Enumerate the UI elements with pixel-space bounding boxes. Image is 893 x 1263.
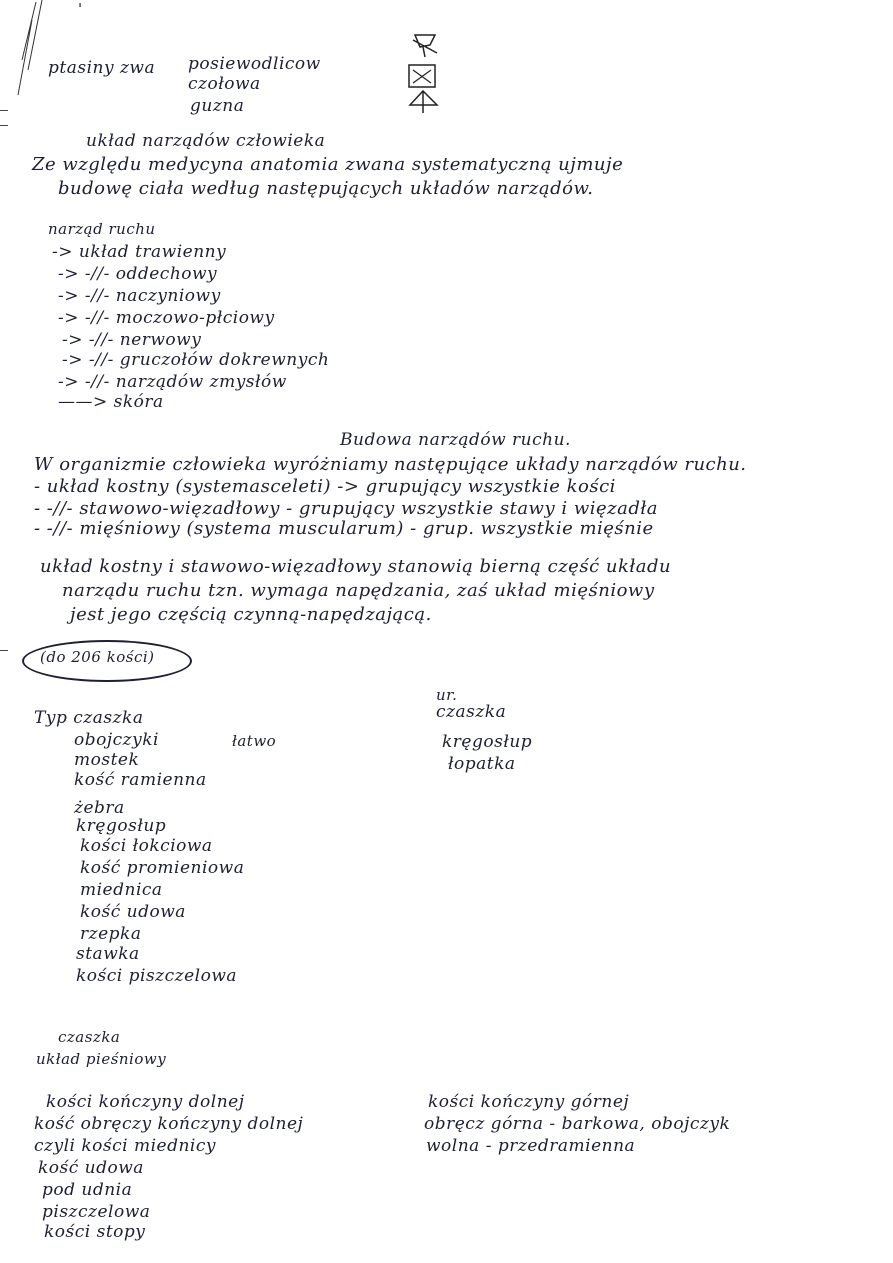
lower-limb-item: piszczelowa: [42, 1202, 151, 1222]
bottom-left-top: czaszka: [58, 1028, 121, 1046]
bone-item: stawka: [76, 944, 140, 964]
section1-item: guzna: [190, 96, 245, 116]
bone-item: rzepka: [80, 924, 142, 944]
movement-line: - układ kostny (systemasceleti) -> grupujący wszystkie kości: [34, 476, 616, 497]
lower-limb-item: kości kończyny dolnej: [46, 1092, 245, 1112]
bone-item: kręgosłup: [76, 816, 167, 836]
movement-title: Budowa narządów ruchu.: [340, 430, 571, 450]
bone-item: kość promieniowa: [80, 858, 245, 878]
bone-item: kości łokciowa: [80, 836, 213, 856]
system-item: -> -//- narządów zmysłów: [58, 372, 287, 392]
upper-limb-item: kości kończyny górnej: [428, 1092, 630, 1112]
upper-limb-item: wolna - przedramienna: [426, 1136, 636, 1156]
lower-limb-item: pod udnia: [42, 1180, 133, 1200]
system-item: -> -//- nerwowy: [62, 330, 202, 350]
section1-heading: ptasiny zwa: [48, 58, 156, 78]
bone-item: żebra: [74, 798, 125, 818]
bone-right-item: czaszka: [436, 702, 507, 722]
section2-title: układ narządów człowieka: [86, 131, 326, 151]
bones-right-label: ur.: [436, 686, 458, 704]
system-item: -> -//- gruczołów dokrewnych: [62, 350, 330, 370]
margin-tick: [0, 110, 8, 111]
section1-item: czołowa: [188, 74, 261, 94]
bone-right-item: kręgosłup: [442, 732, 533, 752]
lower-limb-item: kość udowa: [38, 1158, 144, 1178]
movement-paragraph-line: narządu ruchu tzn. wymaga napędzania, zaś układ mięśniowy: [62, 580, 655, 601]
movement-paragraph-line: układ kostny i stawowo-więzadłowy stanowią bierną część układu: [40, 556, 672, 577]
bone-item: kość udowa: [80, 902, 186, 922]
system-item: -> układ trawienny: [52, 242, 227, 262]
bone-item: mostek: [74, 750, 140, 770]
bone-right-item: łopatka: [448, 754, 516, 774]
system-item: -> -//- oddechowy: [58, 264, 218, 284]
systems-heading: narząd ruchu: [48, 220, 156, 238]
system-item: ——> skóra: [58, 392, 164, 412]
bone-item: kości piszczelowa: [76, 966, 238, 986]
bone-item: kość ramienna: [74, 770, 207, 790]
upper-limb-item: obręcz górna - barkowa, obojczyk: [424, 1114, 731, 1134]
lower-limb-item: czyli kości miednicy: [34, 1136, 216, 1156]
movement-line: W organizmie człowieka wyróżniamy następujące układy narządów ruchu.: [34, 454, 747, 475]
bottom-left-top: układ pieśniowy: [36, 1050, 167, 1068]
system-item: -> -//- naczyniowy: [58, 286, 221, 306]
section2-line: Ze względu medycyna anatomia zwana systematyczną ujmuje: [32, 154, 624, 175]
bones-head: Typ czaszka: [34, 708, 144, 728]
bone-item: obojczyki: [74, 730, 159, 750]
lower-limb-item: kości stopy: [44, 1222, 146, 1242]
section2-line: budowę ciała według następujących układów narządów.: [58, 178, 594, 199]
section1-item: posiewodlicow: [188, 54, 321, 74]
movement-line: - -//- stawowo-więzadłowy - grupujący wszystkie stawy i więzadła: [34, 498, 658, 519]
circled-note: (do 206 kości): [40, 648, 155, 666]
bone-item: miednica: [80, 880, 163, 900]
margin-scribble: [8, 0, 48, 100]
movement-paragraph-line: jest jego częścią czynną-napędzającą.: [70, 604, 432, 625]
doodle-figures: [405, 25, 445, 115]
margin-tick: [0, 650, 8, 651]
movement-line: - -//- mięśniowy (systema muscularum) - grup. wszystkie mięśnie: [34, 518, 654, 539]
system-item: -> -//- moczowo-płciowy: [58, 308, 275, 328]
margin-tick: [0, 125, 8, 126]
header-mark: ': [78, 0, 83, 18]
bones-side-label: łatwo: [232, 732, 277, 750]
lower-limb-item: kość obręczy kończyny dolnej: [34, 1114, 304, 1134]
